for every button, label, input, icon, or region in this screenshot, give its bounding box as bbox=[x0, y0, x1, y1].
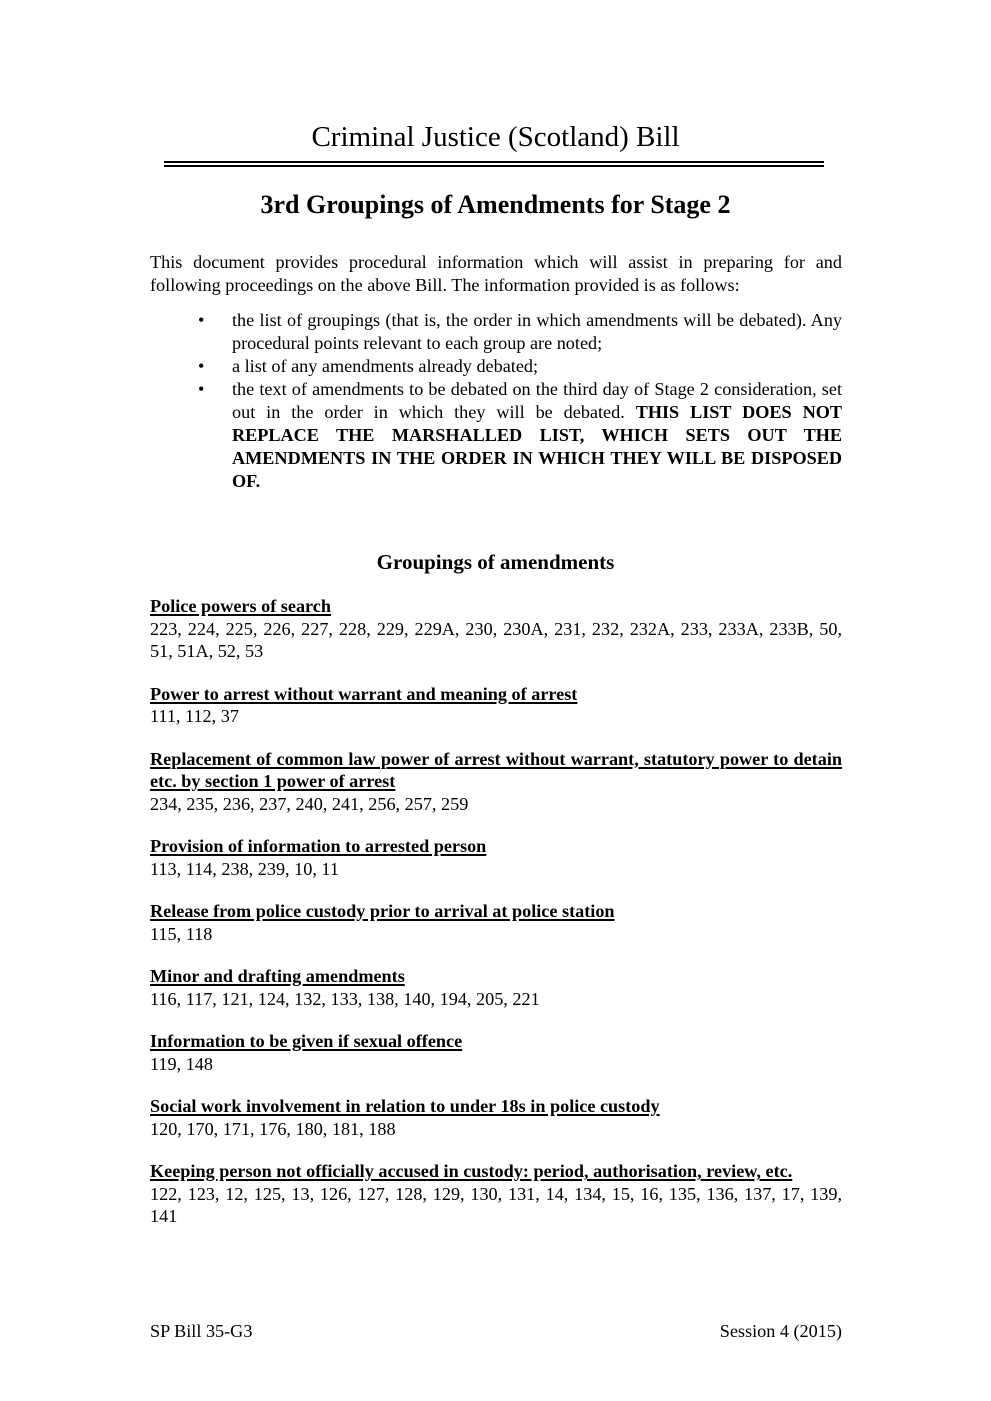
grouping-title: Minor and drafting amendments bbox=[150, 966, 405, 986]
groupings-heading: Groupings of amendments bbox=[376, 550, 615, 574]
grouping-item bbox=[150, 965, 842, 1010]
grouping-title: Social work involvement in relation to under 18s in police custody bbox=[150, 1096, 660, 1116]
bullet-icon: • bbox=[198, 379, 205, 399]
grouping-amendments: 122, 123, 12, 125, 13, 126, 127, 128, 129, 130, 131, 14, 134, 15, 16, 135, 136, 137, 17, 139, 141 bbox=[150, 1183, 842, 1226]
grouping-item bbox=[150, 748, 842, 816]
bill-reference: SP Bill 35-G3 bbox=[150, 1321, 253, 1341]
bullet-icon: • bbox=[198, 310, 205, 330]
grouping-item bbox=[150, 1160, 842, 1228]
grouping-title: Provision of information to arrested person bbox=[150, 836, 487, 856]
grouping-title: Keeping person not officially accused in custody: period, authorisation, review, etc. bbox=[150, 1161, 793, 1181]
grouping-item bbox=[150, 1095, 842, 1140]
session-label: Session 4 (2015) bbox=[719, 1321, 842, 1341]
intro-paragraph: This document provides procedural information which will assist in preparing for and following proceedings on the above Bill. The information provided is as follows: bbox=[150, 252, 842, 295]
grouping-amendments: 223, 224, 225, 226, 227, 228, 229, 229A, 230, 230A, 231, 232, 232A, 233, 233A, 233B, 50, 51, 51A, 52, 53 bbox=[150, 618, 842, 661]
grouping-amendments: 234, 235, 236, 237, 240, 241, 256, 257, 259 bbox=[150, 793, 469, 814]
bullet-text: the text of amendments to be debated on the third day of Stage 2 consideration, set out in the order in which they will be debated. bbox=[232, 379, 842, 422]
title-double-rule bbox=[164, 161, 824, 167]
grouping-amendments: 113, 114, 238, 239, 10, 11 bbox=[150, 858, 339, 879]
bullet-text: the list of groupings (that is, the order in which amendments will be debated). Any procedural points relevant to each group are noted; bbox=[232, 310, 842, 353]
grouping-title: Police powers of search bbox=[150, 596, 331, 616]
bullet-bold-notice: THIS LIST DOES NOT REPLACE THE MARSHALLED LIST, WHICH SETS OUT THE AMENDMENTS IN THE ORDER IN WHICH THEY WILL BE DISPOSED OF. bbox=[232, 402, 842, 491]
grouping-amendments: 120, 170, 171, 176, 180, 181, 188 bbox=[150, 1118, 396, 1139]
bullet-icon: • bbox=[198, 356, 205, 376]
intro-bullet-item bbox=[150, 378, 842, 493]
grouping-title: Information to be given if sexual offence bbox=[150, 1031, 463, 1051]
grouping-item bbox=[150, 1030, 842, 1075]
grouping-title: Power to arrest without warrant and meaning of arrest bbox=[150, 683, 578, 704]
bill-title: Criminal Justice (Scotland) Bill bbox=[311, 121, 680, 153]
grouping-amendments: 116, 117, 121, 124, 132, 133, 138, 140, 194, 205, 221 bbox=[150, 988, 540, 1009]
grouping-amendments: 119, 148 bbox=[150, 1053, 213, 1074]
document-title: 3rd Groupings of Amendments for Stage 2 bbox=[260, 190, 731, 219]
intro-bullet-list bbox=[150, 309, 842, 493]
grouping-item bbox=[150, 900, 842, 945]
grouping-amendments: 111, 112, 37 bbox=[150, 706, 239, 726]
page-footer bbox=[150, 1320, 842, 1342]
grouping-title: Release from police custody prior to arrival at police station bbox=[150, 901, 615, 921]
grouping-item bbox=[150, 595, 842, 663]
bullet-text: a list of any amendments already debated; bbox=[232, 356, 539, 376]
groupings-list bbox=[150, 595, 842, 1248]
grouping-item bbox=[150, 683, 842, 728]
grouping-item bbox=[150, 835, 842, 880]
intro-bullet-item bbox=[150, 309, 842, 355]
grouping-title: Replacement of common law power of arrest without warrant, statutory power to detain etc. by section 1 power of arrest bbox=[150, 748, 842, 791]
grouping-amendments: 115, 118 bbox=[150, 923, 213, 944]
intro-bullet-item bbox=[150, 355, 842, 378]
